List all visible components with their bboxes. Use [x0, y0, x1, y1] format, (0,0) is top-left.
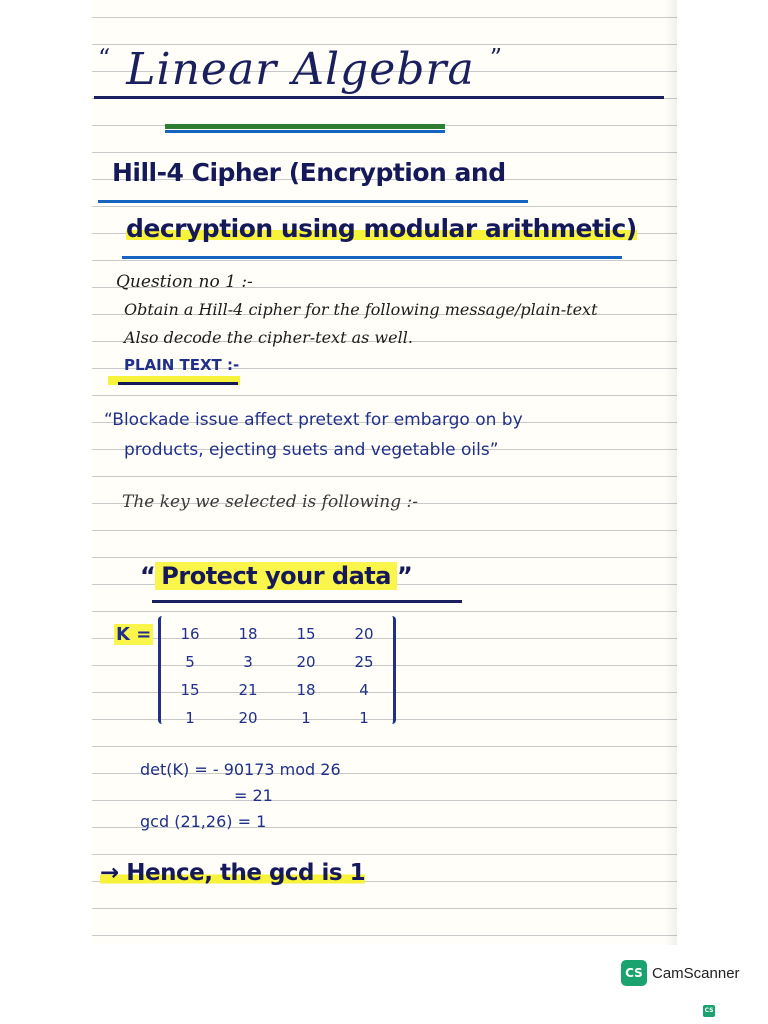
determinant-result: = 21 [234, 786, 273, 805]
plain-text-line1: “Blockade issue affect pretext for embargo on by [104, 410, 523, 430]
question-line2: Also decode the cipher-text as well. [124, 328, 413, 347]
matrix-row [161, 620, 393, 648]
matrix-cell: 15 [296, 625, 316, 643]
matrix-cell: 15 [180, 681, 200, 699]
title-text: Linear Algebra [126, 44, 475, 95]
section-heading-line2: decryption using modular arithmetic) [126, 214, 637, 243]
plain-text-label: PLAIN TEXT :- [124, 356, 240, 374]
section-heading-line1: Hill-4 Cipher (Encryption and [112, 158, 506, 187]
matrix-cell: 1 [185, 709, 195, 727]
title-open-quote: “ [98, 44, 112, 72]
matrix-cell: 18 [296, 681, 316, 699]
matrix-cell: 1 [301, 709, 311, 727]
question-line1: Obtain a Hill-4 cipher for the following message/plain-text [124, 300, 598, 319]
key-phrase-underline [152, 600, 462, 603]
conclusion: → Hence, the gcd is 1 [100, 860, 366, 886]
key-matrix [158, 616, 396, 727]
title-close-quote: ” [489, 44, 503, 72]
matrix-cell: 20 [238, 709, 258, 727]
matrix-row [161, 676, 393, 704]
title-underline [94, 96, 664, 99]
matrix-cell: 25 [354, 653, 374, 671]
matrix-cell: 16 [180, 625, 200, 643]
matrix-cell: 5 [185, 653, 195, 671]
matrix-cell: 4 [359, 681, 369, 699]
plain-text-underline [118, 382, 238, 385]
camscanner-name: CamScanner [652, 965, 740, 982]
key-intro: The key we selected is following :- [122, 492, 419, 512]
matrix-row [161, 704, 393, 732]
key-matrix-table [161, 620, 393, 732]
matrix-cell: 21 [238, 681, 258, 699]
question-label: Question no 1 :- [116, 272, 253, 292]
heading-underline-2 [122, 256, 622, 259]
camscanner-logo: CS [621, 960, 647, 986]
notebook-page [92, 0, 677, 945]
plain-text-line2: products, ejecting suets and vegetable oils” [124, 440, 499, 460]
determinant-line: det(K) = - 90173 mod 26 [140, 760, 341, 779]
matrix-cell: 3 [243, 653, 253, 671]
matrix-cell: 20 [354, 625, 374, 643]
matrix-cell: 18 [238, 625, 258, 643]
page-title [98, 44, 503, 95]
matrix-row [161, 648, 393, 676]
camscanner-small-logo: CS [703, 1005, 715, 1017]
gcd-line: gcd (21,26) = 1 [140, 812, 267, 831]
title-green-bar [165, 124, 445, 129]
matrix-cell: 1 [359, 709, 369, 727]
matrix-cell: 20 [296, 653, 316, 671]
key-phrase: “ Protect your data ” [140, 562, 413, 590]
matrix-label: K = [116, 624, 152, 645]
heading-underline-1 [98, 200, 528, 203]
title-blue-bar [165, 130, 445, 133]
